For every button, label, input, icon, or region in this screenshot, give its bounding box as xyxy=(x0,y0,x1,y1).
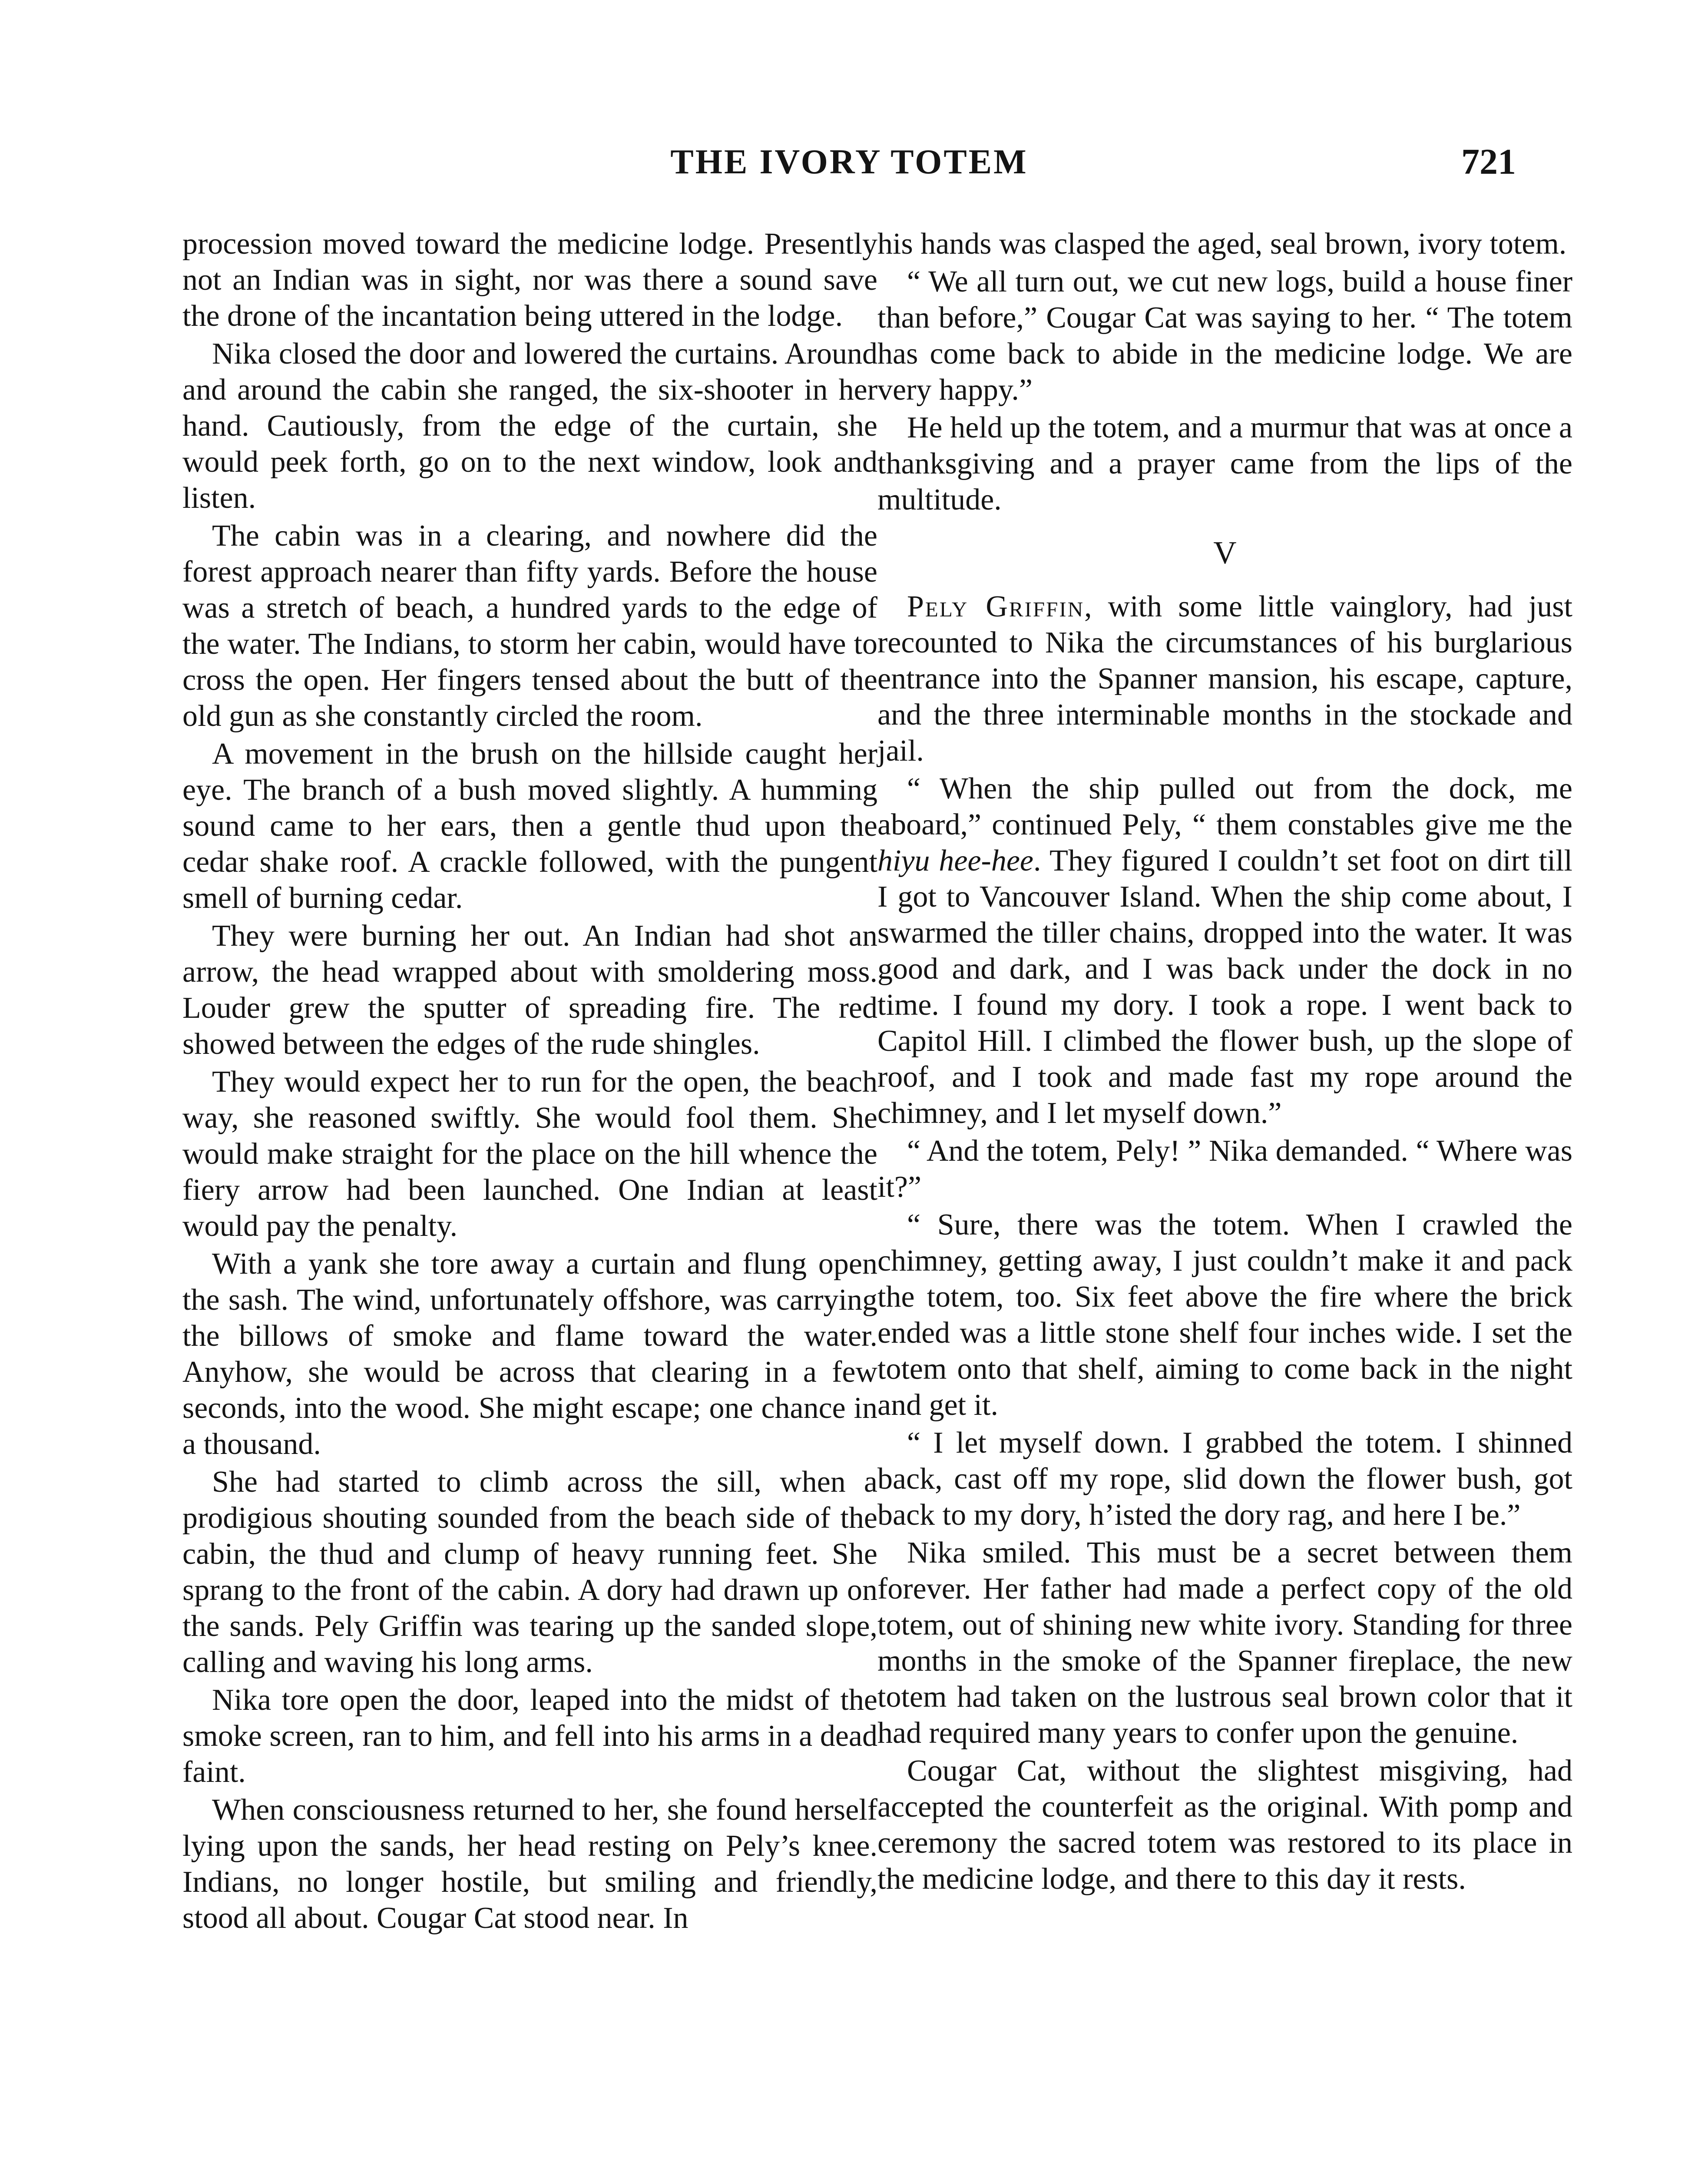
paragraph-text: “ When the ship pulled out from the dock, me aboard,” continued Pely, “ them constables give me the xyxy=(877,772,1572,841)
paragraph: He held up the totem, and a murmur that was at once a thanksgiving and a prayer came from the lips of the multitude. xyxy=(877,411,1572,517)
paragraph: They would expect her to run for the open, the beach way, she reasoned swiftly. She would fool them. She would make straight for the place on the hill whence the fiery arrow had been launched. One Indian at least would pay the penalty. xyxy=(182,1065,877,1243)
section-opening-paragraph xyxy=(877,589,1572,769)
paragraph: Nika closed the door and lowered the curtains. Around and around the cabin she ranged, the six-shooter in her hand. Cautiously, from the edge of the curtain, she would peek forth, go on to the next window, look and listen. xyxy=(182,337,877,515)
page-number: 721 xyxy=(1461,142,1516,182)
paragraph-text: . They figured I couldn’t set foot on dirt till I got to Vancouver Island. When the ship come about, I swarmed the tiller chains, dropped into the water. It was good and dark, and I was back under the dock in no time. I found my dory. I took a rope. I went back to Capitol Hill. I climbed the flower bush, up the slope of roof, and I took and made fast my rope around the chimney, and I let myself down.” xyxy=(877,844,1573,1130)
paragraph: “ Sure, there was the totem. When I crawled the chimney, getting away, I just couldn’t make it and pack the totem, too. Six feet above the fire where the brick ended was a little stone shelf four inches wide. I set the totem onto that shelf, aiming to come back in the night and get it. xyxy=(877,1208,1572,1422)
paragraph: his hands was clasped the aged, seal brown, ivory totem. xyxy=(877,227,1567,261)
paragraph xyxy=(877,771,1572,1131)
paragraph: “ We all turn out, we cut new logs, build a house finer than before,” Cougar Cat was saying to her. “ The totem has come back to abide in the medicine lodge. We are very happy.” xyxy=(877,265,1572,407)
smallcaps-name: Pely Griffin xyxy=(907,590,1085,623)
paragraph: Nika smiled. This must be a secret between them forever. Her father had made a perfect copy of the old totem, out of shining new white ivory. Standing for three months in the smoke of the Spanner fireplace, the new totem had taken on the lustrous seal brown color that it had required many years to confer upon the genuine. xyxy=(877,1536,1572,1750)
left-column xyxy=(182,226,877,1938)
paragraph: When consciousness returned to her, she found herself lying upon the sands, her head resting on Pely’s knee. Indians, no longer hostile, but smiling and friendly, stood all about. Cougar Cat stood near. In xyxy=(182,1793,877,1935)
paragraph: A movement in the brush on the hillside caught her eye. The branch of a bush moved slightly. A humming sound came to her ears, then a gentle thud upon the cedar shake roof. A crackle followed, with the pungent smell of burning cedar. xyxy=(182,737,877,915)
right-column xyxy=(877,226,1572,1899)
paragraph: They were burning her out. An Indian had shot an arrow, the head wrapped about with smoldering moss. Louder grew the sputter of spreading fire. The red showed between the edges of the rude shingles. xyxy=(182,919,877,1061)
paragraph-text: , with some little vainglory, had just recounted to Nika the circumstances of his burglarious entrance into the Spanner mansion, his escape, capture, and the three interminable months in the stockade and jail. xyxy=(877,590,1572,768)
italic-phrase: hiyu hee-hee xyxy=(877,844,1033,877)
paragraph: The cabin was in a clearing, and nowhere did the forest approach nearer than fifty yards. Before the house was a stretch of beach, a hundred yards to the edge of the water. The Indians, to storm her cabin, would have to cross the open. Her fingers tensed about the butt of the old gun as she constantly circled the room. xyxy=(182,519,877,733)
paragraph: procession moved toward the medicine lodge. Presently not an Indian was in sight, nor was there a sound save the drone of the incantation being uttered in the lodge. xyxy=(182,227,877,333)
paragraph: “ And the totem, Pely! ” Nika demanded. “ Where was it?” xyxy=(877,1134,1572,1204)
running-title: THE IVORY TOTEM xyxy=(670,143,1028,181)
paragraph: Nika tore open the door, leaped into the midst of the smoke screen, ran to him, and fell into his arms in a dead faint. xyxy=(182,1683,877,1789)
paragraph: “ I let myself down. I grabbed the totem. I shinned back, cast off my rope, slid down the flower bush, got back to my dory, h’isted the dory rag, and here I be.” xyxy=(877,1426,1572,1532)
paragraph: She had started to climb across the sill, when a prodigious shouting sounded from the beach side of the cabin, the thud and clump of heavy running feet. She sprang to the front of the cabin. A dory had drawn up on the sands. Pely Griffin was tearing up the sanded slope, calling and waving his long arms. xyxy=(182,1465,877,1679)
section-heading: V xyxy=(1213,535,1237,571)
paragraph: With a yank she tore away a curtain and flung open the sash. The wind, unfortunately offshore, was carrying the billows of smoke and flame toward the water. Anyhow, she would be across that clearing in a few seconds, into the wood. She might escape; one chance in a thousand. xyxy=(182,1247,877,1461)
running-header xyxy=(182,138,1516,190)
paragraph: Cougar Cat, without the slightest misgiving, had accepted the counterfeit as the original. With pomp and ceremony the sacred totem was restored to its place in the medicine lodge, and there to this day it rests. xyxy=(877,1754,1572,1896)
